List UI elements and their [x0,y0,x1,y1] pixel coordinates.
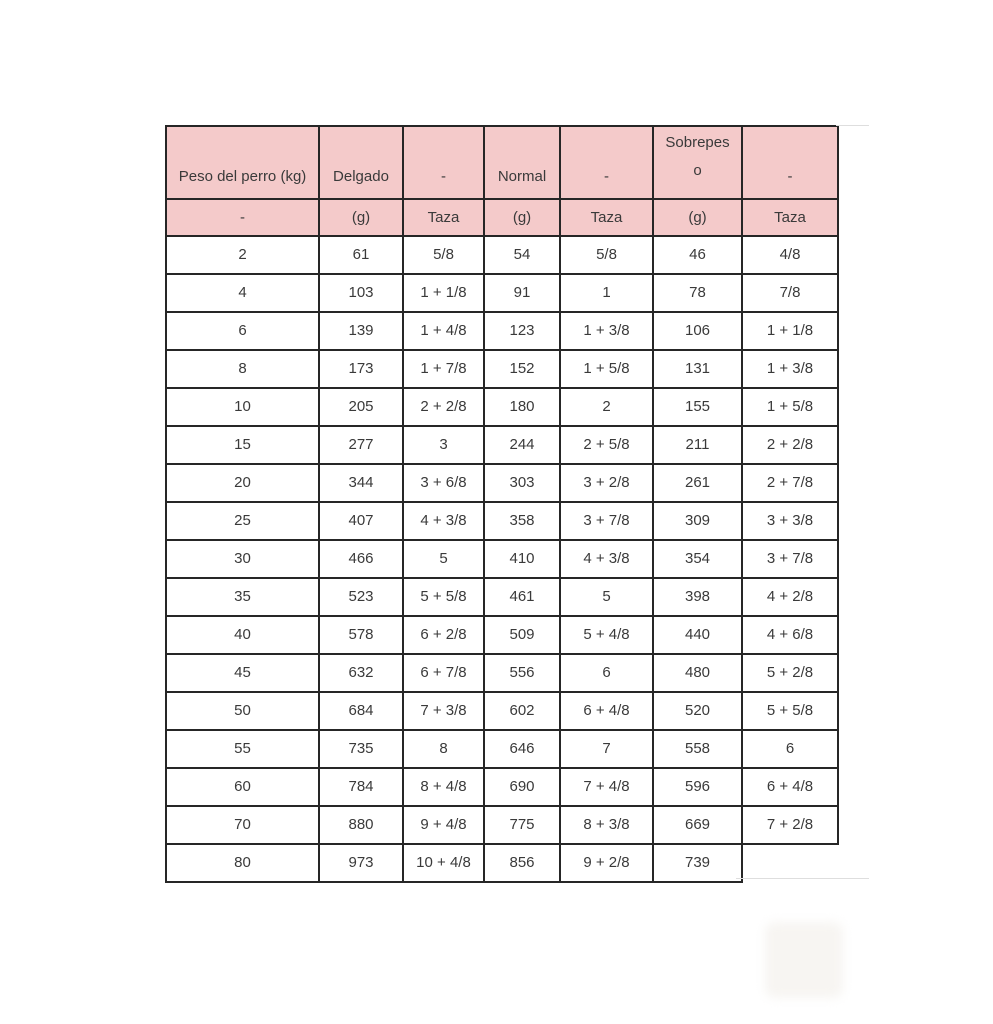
header-cell-delgado: Delgado [319,126,403,199]
table-row [166,578,838,616]
table-cell: 1 + 7/8 [403,350,484,388]
table-cell: 684 [319,692,403,730]
table-cell: 8 [166,350,319,388]
table-cell: 6 + 4/8 [742,768,838,806]
table-cell: 139 [319,312,403,350]
table-body [166,236,838,882]
table-cell: 520 [653,692,742,730]
table-cell: 1 + 1/8 [403,274,484,312]
table-cell: 106 [653,312,742,350]
table-cell: 509 [484,616,560,654]
table-cell: 2 + 5/8 [560,426,653,464]
table-cell: 6 [742,730,838,768]
table-cell: 3 + 3/8 [742,502,838,540]
table-cell: 1 + 5/8 [742,388,838,426]
table-cell: 261 [653,464,742,502]
table-cell: 1 + 3/8 [742,350,838,388]
table-cell: 461 [484,578,560,616]
table-cell: 45 [166,654,319,692]
header-cell-dash-2: - [560,126,653,199]
unit-cell-grams-2: (g) [484,199,560,236]
header-cell-dash-3: - [742,126,838,199]
table-cell: 784 [319,768,403,806]
table-cell: 303 [484,464,560,502]
table-row [166,540,838,578]
unit-cell-taza-1: Taza [403,199,484,236]
table-row [166,844,838,882]
table-cell: 6 + 7/8 [403,654,484,692]
table-cell: 2 + 7/8 [742,464,838,502]
unit-cell-grams-3: (g) [653,199,742,236]
table-cell: 55 [166,730,319,768]
table-cell: 690 [484,768,560,806]
table-row [166,502,838,540]
table-cell: 3 + 7/8 [560,502,653,540]
table-cell: 244 [484,426,560,464]
table-cell: 1 + 4/8 [403,312,484,350]
table-cell: 973 [319,844,403,882]
table-cell: 9 + 4/8 [403,806,484,844]
table-cell: 70 [166,806,319,844]
table-cell: 407 [319,502,403,540]
table-cell: 398 [653,578,742,616]
table-cell: 50 [166,692,319,730]
table-row [166,388,838,426]
table-cell: 466 [319,540,403,578]
table-row [166,236,838,274]
table-cell: 46 [653,236,742,274]
table-cell: 596 [653,768,742,806]
table-cell: 6 [560,654,653,692]
table-cell: 3 + 7/8 [742,540,838,578]
table-cell: 8 + 3/8 [560,806,653,844]
table-row [166,768,838,806]
table-row [166,464,838,502]
table-row [166,654,838,692]
table-cell: 7 + 4/8 [560,768,653,806]
table-cell: 7 + 2/8 [742,806,838,844]
crop-artifact-blob [765,922,843,998]
table-cell: 1 + 1/8 [742,312,838,350]
header-cell-weight: Peso del perro (kg) [166,126,319,199]
table-cell: 54 [484,236,560,274]
table-cell: 131 [653,350,742,388]
table-cell: 1 [560,274,653,312]
table-cell: 15 [166,426,319,464]
table-cell: 60 [166,768,319,806]
unit-cell-taza-2: Taza [560,199,653,236]
table-cell: 78 [653,274,742,312]
table-cell: 2 + 2/8 [403,388,484,426]
table-cell: 3 + 6/8 [403,464,484,502]
table-cell: 123 [484,312,560,350]
table-cell: 10 + 4/8 [403,844,484,882]
table-cell: 7/8 [742,274,838,312]
table-header [166,126,838,236]
table-cell: 558 [653,730,742,768]
table-cell: 8 [403,730,484,768]
table-row [166,426,838,464]
table-cell: 578 [319,616,403,654]
table-cell: 2 [560,388,653,426]
table-cell: 739 [653,844,742,882]
table-cell: 211 [653,426,742,464]
table-row [166,692,838,730]
table-cell: 20 [166,464,319,502]
table-cell: 632 [319,654,403,692]
table-cell: 91 [484,274,560,312]
table-cell: 7 + 3/8 [403,692,484,730]
table-cell: 61 [319,236,403,274]
table-cell: 9 + 2/8 [560,844,653,882]
table-cell: 6 [166,312,319,350]
table-cell: 880 [319,806,403,844]
table-cell: 602 [484,692,560,730]
table-cell: 5 [560,578,653,616]
table-cell: 4 [166,274,319,312]
table-cell: 358 [484,502,560,540]
table-cell: 354 [653,540,742,578]
table-cell: 480 [653,654,742,692]
unit-cell-taza-3: Taza [742,199,838,236]
table-row [166,274,838,312]
table-cell: 2 [166,236,319,274]
table-cell: 5 [403,540,484,578]
table-cell: 4 + 3/8 [560,540,653,578]
crop-artifact-line-bottom [736,878,869,879]
table-cell: 669 [653,806,742,844]
table-cell: 5/8 [560,236,653,274]
feeding-guide-table [165,125,839,883]
table-cell: 2 + 2/8 [742,426,838,464]
table-cell: 80 [166,844,319,882]
table-cell: 30 [166,540,319,578]
table-row [166,616,838,654]
table-cell: 6 + 2/8 [403,616,484,654]
table-cell: 5 + 4/8 [560,616,653,654]
table-cell: 4/8 [742,236,838,274]
table-cell: 10 [166,388,319,426]
table-cell: 523 [319,578,403,616]
table-cell: 5/8 [403,236,484,274]
table-cell: 7 [560,730,653,768]
table-cell: 309 [653,502,742,540]
table-cell: 180 [484,388,560,426]
table-cell: 152 [484,350,560,388]
table-cell: 5 + 5/8 [403,578,484,616]
table-row [166,730,838,768]
table-cell: 3 + 2/8 [560,464,653,502]
table-cell: 344 [319,464,403,502]
table-cell: 103 [319,274,403,312]
table-cell: 277 [319,426,403,464]
table-cell: 856 [484,844,560,882]
table-cell: 35 [166,578,319,616]
header-sobrepeso-label: Sobrepeso [665,134,730,179]
table-row [166,312,838,350]
table-cell: 4 + 2/8 [742,578,838,616]
header-row-units [166,199,838,236]
header-cell-dash-1: - [403,126,484,199]
header-row-categories [166,126,838,199]
table-cell: 5 + 2/8 [742,654,838,692]
table-cell: 40 [166,616,319,654]
table-cell: 5 + 5/8 [742,692,838,730]
table-cell: 25 [166,502,319,540]
table-cell: 3 [403,426,484,464]
table-cell: 8 + 4/8 [403,768,484,806]
table-cell: 4 + 6/8 [742,616,838,654]
header-cell-normal: Normal [484,126,560,199]
table-cell: 735 [319,730,403,768]
table-cell: 410 [484,540,560,578]
feeding-guide-table-wrap [165,125,837,883]
table-row [166,806,838,844]
table-cell: 556 [484,654,560,692]
table-cell: 775 [484,806,560,844]
table-cell: 4 + 3/8 [403,502,484,540]
table-cell: 155 [653,388,742,426]
table-cell: 1 + 3/8 [560,312,653,350]
unit-cell-grams-1: (g) [319,199,403,236]
table-cell: 6 + 4/8 [560,692,653,730]
table-row [166,350,838,388]
table-cell: 646 [484,730,560,768]
table-cell: 173 [319,350,403,388]
table-cell: 440 [653,616,742,654]
crop-artifact-line-top [836,125,869,126]
table-cell: 205 [319,388,403,426]
table-cell: 1 + 5/8 [560,350,653,388]
unit-cell-dash: - [166,199,319,236]
header-cell-sobrepeso [653,126,742,199]
